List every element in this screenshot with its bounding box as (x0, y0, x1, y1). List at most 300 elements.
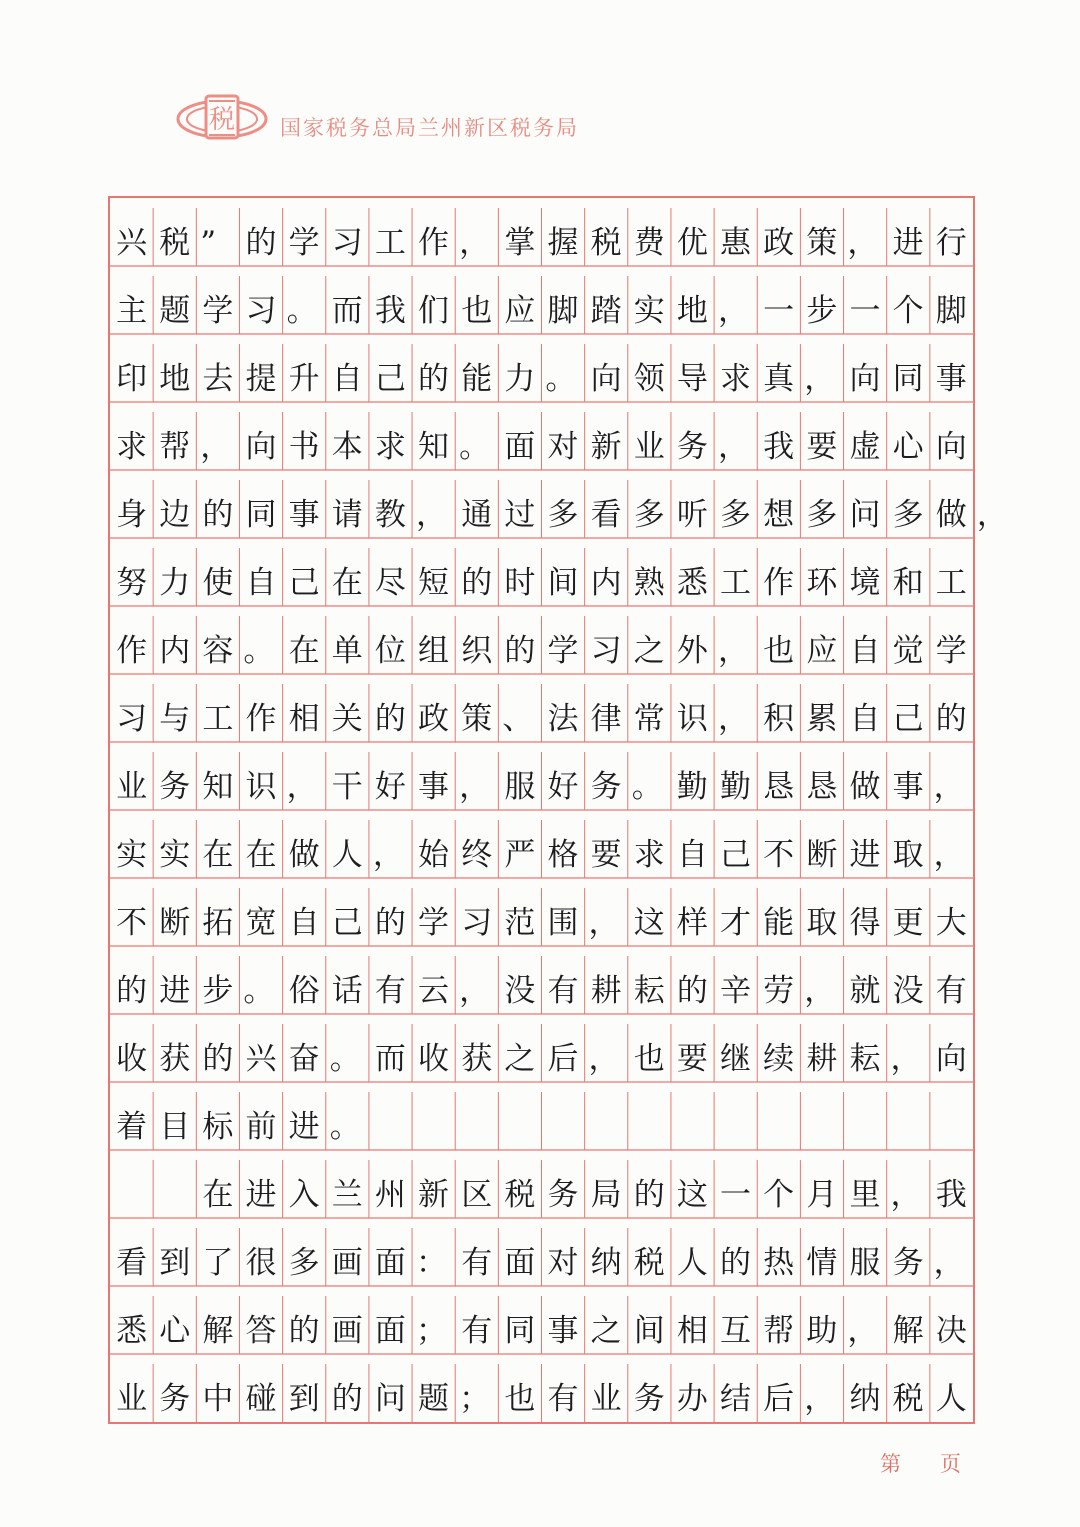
manuscript-character: 而 (374, 1041, 406, 1077)
manuscript-character: 业 (590, 1381, 622, 1417)
manuscript-character: 业 (116, 1381, 148, 1417)
manuscript-character: 云 (418, 973, 450, 1009)
manuscript-character: 的 (633, 1177, 665, 1213)
manuscript-character: 本 (331, 429, 363, 465)
manuscript-character: 地 (676, 293, 708, 329)
manuscript-character: 事 (547, 1313, 579, 1349)
manuscript-character: 对 (547, 429, 579, 465)
manuscript-character: 位 (374, 633, 406, 669)
manuscript-line (110, 266, 973, 334)
manuscript-character: 有 (935, 973, 967, 1009)
manuscript-character: 才 (720, 905, 752, 941)
manuscript-character: 碰 (245, 1381, 277, 1417)
manuscript-character: 知 (418, 429, 450, 465)
manuscript-character: 面 (504, 1245, 536, 1281)
manuscript-character: 解 (202, 1313, 234, 1349)
manuscript-character: 向 (245, 429, 277, 465)
manuscript-character: 自 (849, 633, 881, 669)
manuscript-character: 不 (763, 837, 795, 873)
manuscript-character: 兴 (116, 225, 148, 261)
manuscript-character: 过 (504, 497, 536, 533)
manuscript-character: 干 (331, 769, 363, 805)
manuscript-character: 己 (288, 565, 320, 601)
manuscript-character: 拓 (202, 905, 234, 941)
manuscript-character: ， (588, 905, 620, 941)
manuscript-character: 严 (504, 837, 536, 873)
manuscript-character: 应 (806, 633, 838, 669)
manuscript-character: 面 (374, 1245, 406, 1281)
manuscript-character: 人 (331, 837, 363, 873)
manuscript-character: 自 (245, 565, 277, 601)
manuscript-character: 脚 (935, 293, 967, 329)
manuscript-character: 新 (590, 429, 622, 465)
organization-name: 国家税务总局兰州新区税务局 (280, 116, 579, 140)
manuscript-character: 样 (676, 905, 708, 941)
manuscript-character: 多 (633, 497, 665, 533)
manuscript-character: 自 (676, 837, 708, 873)
manuscript-character: ， (804, 361, 836, 397)
manuscript-character: 到 (159, 1245, 191, 1281)
manuscript-character: 要 (806, 429, 838, 465)
manuscript-character: ， (459, 225, 491, 261)
manuscript-character: 勤 (720, 769, 752, 805)
manuscript-character: 新 (418, 1177, 450, 1213)
manuscript-character: 学 (288, 225, 320, 261)
manuscript-character: 应 (504, 293, 536, 329)
manuscript-character: 外 (676, 633, 708, 669)
manuscript-character: 后 (763, 1381, 795, 1417)
manuscript-character: 问 (849, 497, 881, 533)
manuscript-character: 宽 (245, 905, 277, 941)
manuscript-character: 画 (331, 1313, 363, 1349)
manuscript-character: 也 (461, 293, 493, 329)
manuscript-character: 了 (202, 1245, 234, 1281)
manuscript-character: 进 (849, 837, 881, 873)
manuscript-character: 的 (374, 701, 406, 737)
manuscript-character: 工 (720, 565, 752, 601)
manuscript-character: 没 (504, 973, 536, 1009)
manuscript-character: 耕 (590, 973, 622, 1009)
manuscript-character: ， (415, 497, 447, 533)
manuscript-character: 范 (504, 905, 536, 941)
manuscript-character: 升 (288, 361, 320, 397)
manuscript-line (110, 1150, 973, 1218)
manuscript-character: 请 (331, 497, 363, 533)
manuscript-character: 帮 (763, 1313, 795, 1349)
manuscript-character: 围 (547, 905, 579, 941)
page-label-prefix: 第 (880, 1452, 901, 1476)
manuscript-character: 作 (116, 633, 148, 669)
manuscript-line (110, 1354, 973, 1422)
manuscript-character: 学 (935, 633, 967, 669)
manuscript-character: 心 (159, 1313, 191, 1349)
manuscript-character: ， (588, 1041, 620, 1077)
manuscript-character: ， (933, 769, 965, 805)
manuscript-character: 求 (116, 429, 148, 465)
manuscript-character: 区 (461, 1177, 493, 1213)
manuscript-line (110, 742, 973, 810)
manuscript-character: 觉 (892, 633, 924, 669)
manuscript-character: 领 (633, 361, 665, 397)
manuscript-character: 作 (245, 701, 277, 737)
manuscript-character: ， (286, 769, 318, 805)
manuscript-character: 助 (806, 1313, 838, 1349)
manuscript-character: ： (415, 1245, 447, 1281)
manuscript-character: 尽 (374, 565, 406, 601)
manuscript-character: 税 (590, 225, 622, 261)
manuscript-character: 。 (329, 1109, 361, 1145)
manuscript-character: 作 (763, 565, 795, 601)
manuscript-character: 己 (892, 701, 924, 737)
manuscript-character: 己 (331, 905, 363, 941)
manuscript-character: 间 (547, 565, 579, 601)
manuscript-character: 。 (329, 1041, 361, 1077)
manuscript-character: 的 (202, 497, 234, 533)
manuscript-character: 之 (633, 633, 665, 669)
manuscript-character: 。 (243, 633, 275, 669)
manuscript-character: 没 (892, 973, 924, 1009)
manuscript-character: 耘 (633, 973, 665, 1009)
manuscript-line (110, 810, 973, 878)
manuscript-character: 继 (720, 1041, 752, 1077)
manuscript-character: 事 (892, 769, 924, 805)
manuscript-character: 始 (418, 837, 450, 873)
manuscript-character: 多 (892, 497, 924, 533)
manuscript-character: 多 (806, 497, 838, 533)
manuscript-character: ， (200, 429, 232, 465)
manuscript-character: 相 (288, 701, 320, 737)
manuscript-character: 里 (849, 1177, 881, 1213)
manuscript-character: 中 (202, 1381, 234, 1417)
manuscript-character: 。 (631, 769, 663, 805)
manuscript-character: 务 (633, 1381, 665, 1417)
manuscript-character: 入 (288, 1177, 320, 1213)
manuscript-character: 。 (243, 973, 275, 1009)
manuscript-character: 时 (504, 565, 536, 601)
manuscript-character: 就 (849, 973, 881, 1009)
manuscript-character: 大 (935, 905, 967, 941)
manuscript-character: 我 (763, 429, 795, 465)
manuscript-character: 优 (676, 225, 708, 261)
manuscript-character: 心 (892, 429, 924, 465)
manuscript-character: 俗 (288, 973, 320, 1009)
manuscript-character: ， (372, 837, 404, 873)
manuscript-line (110, 878, 973, 946)
manuscript-character: ； (459, 1381, 491, 1417)
manuscript-character: 画 (331, 1245, 363, 1281)
manuscript-character: 和 (892, 565, 924, 601)
manuscript-character: 的 (116, 973, 148, 1009)
manuscript-character: 在 (331, 565, 363, 601)
manuscript-character: 我 (935, 1177, 967, 1213)
manuscript-character: ， (459, 973, 491, 1009)
manuscript-character: 间 (633, 1313, 665, 1349)
manuscript-character: 掌 (504, 225, 536, 261)
manuscript-character: ； (415, 1313, 447, 1349)
manuscript-character: 。 (459, 429, 491, 465)
manuscript-character: 步 (806, 293, 838, 329)
manuscript-character: 政 (418, 701, 450, 737)
manuscript-character: 律 (590, 701, 622, 737)
manuscript-character: 导 (676, 361, 708, 397)
manuscript-line (110, 1286, 973, 1354)
manuscript-character: 脚 (547, 293, 579, 329)
manuscript-character: 务 (590, 769, 622, 805)
manuscript-character: 务 (159, 769, 191, 805)
manuscript-character: 在 (245, 837, 277, 873)
manuscript-character: 辛 (720, 973, 752, 1009)
manuscript-character: 识 (676, 701, 708, 737)
manuscript-character: ， (459, 769, 491, 805)
manuscript-character: 实 (116, 837, 148, 873)
manuscript-character: 互 (720, 1313, 752, 1349)
manuscript-character: 的 (720, 1245, 752, 1281)
manuscript-character: 奋 (288, 1041, 320, 1077)
tax-emblem-icon (176, 92, 268, 146)
manuscript-character: 组 (418, 633, 450, 669)
manuscript-line (110, 946, 973, 1014)
manuscript-line (110, 1082, 369, 1150)
manuscript-character: 好 (374, 769, 406, 805)
manuscript-character (110, 1150, 153, 1218)
manuscript-character: ， (976, 497, 1008, 533)
manuscript-character: 业 (116, 769, 148, 805)
manuscript-character: ， (933, 1245, 965, 1281)
manuscript-character: 人 (935, 1381, 967, 1417)
manuscript-character: 帮 (159, 429, 191, 465)
manuscript-character: 能 (461, 361, 493, 397)
manuscript-character: 着 (116, 1109, 148, 1145)
manuscript-character: 对 (547, 1245, 579, 1281)
manuscript-character: 获 (159, 1041, 191, 1077)
manuscript-character: 实 (159, 837, 191, 873)
manuscript-character: 能 (763, 905, 795, 941)
manuscript-character: 学 (202, 293, 234, 329)
manuscript-character: 多 (547, 497, 579, 533)
manuscript-character: 自 (288, 905, 320, 941)
manuscript-character: 而 (331, 293, 363, 329)
manuscript-character: 得 (849, 905, 881, 941)
manuscript-character: 题 (159, 293, 191, 329)
manuscript-character: 工 (935, 565, 967, 601)
manuscript-character: 印 (116, 361, 148, 397)
manuscript-character: 也 (633, 1041, 665, 1077)
manuscript-character: 断 (806, 837, 838, 873)
manuscript-character: 解 (892, 1313, 924, 1349)
manuscript-character: 税 (633, 1245, 665, 1281)
manuscript-character: 月 (806, 1177, 838, 1213)
manuscript-line (110, 470, 1016, 538)
manuscript-character: 做 (849, 769, 881, 805)
manuscript-character: 人 (676, 1245, 708, 1281)
manuscript-character: 。 (286, 293, 318, 329)
manuscript-character: 想 (763, 497, 795, 533)
manuscript-character: 在 (202, 1177, 234, 1213)
manuscript-character: 真 (763, 361, 795, 397)
manuscript-character: 也 (763, 633, 795, 669)
manuscript-character: 面 (374, 1313, 406, 1349)
manuscript-character: 的 (461, 565, 493, 601)
manuscript-character: 单 (331, 633, 363, 669)
manuscript-character: 去 (202, 361, 234, 397)
manuscript-character: ， (847, 225, 879, 261)
svg-text:税: 税 (208, 105, 236, 135)
manuscript-character: 法 (547, 701, 579, 737)
manuscript-character: 习 (590, 633, 622, 669)
manuscript-character: 局 (590, 1177, 622, 1213)
manuscript-character: 事 (935, 361, 967, 397)
manuscript-character: 答 (245, 1313, 277, 1349)
manuscript-character: ， (890, 1177, 922, 1213)
manuscript-character: 关 (331, 701, 363, 737)
manuscript-character: 虚 (849, 429, 881, 465)
manuscript-character: 求 (633, 837, 665, 873)
manuscript-character: 与 (159, 701, 191, 737)
manuscript-character: 兴 (245, 1041, 277, 1077)
manuscript-character: 同 (892, 361, 924, 397)
manuscript-character: 作 (418, 225, 450, 261)
manuscript-character: 习 (245, 293, 277, 329)
manuscript-character: 行 (935, 225, 967, 261)
manuscript-character: 累 (806, 701, 838, 737)
manuscript-character: 热 (763, 1245, 795, 1281)
manuscript-character: 恳 (763, 769, 795, 805)
manuscript-character: 通 (461, 497, 493, 533)
manuscript-character: 己 (720, 837, 752, 873)
manuscript-character: 务 (892, 1245, 924, 1281)
manuscript-character: 纳 (590, 1245, 622, 1281)
manuscript-character: 多 (288, 1245, 320, 1281)
manuscript-character: 事 (288, 497, 320, 533)
manuscript-character: 耘 (849, 1041, 881, 1077)
manuscript-character: 向 (935, 1041, 967, 1077)
manuscript-character: 有 (461, 1313, 493, 1349)
manuscript-character: 握 (547, 225, 579, 261)
manuscript-character: ， (890, 1041, 922, 1077)
manuscript-character: 终 (461, 837, 493, 873)
manuscript-character: 工 (202, 701, 234, 737)
manuscript-character: 习 (461, 905, 493, 941)
manuscript-character: 也 (504, 1381, 536, 1417)
manuscript-character: 的 (245, 225, 277, 261)
manuscript-character: 纳 (849, 1381, 881, 1417)
manuscript-character: 自 (849, 701, 881, 737)
manuscript-line (110, 538, 973, 606)
manuscript-character: 事 (418, 769, 450, 805)
manuscript-character: 进 (288, 1109, 320, 1145)
manuscript-character: 有 (461, 1245, 493, 1281)
manuscript-character: 向 (590, 361, 622, 397)
manuscript-character: 的 (504, 633, 536, 669)
manuscript-character: 个 (763, 1177, 795, 1213)
manuscript-character: ， (847, 1313, 879, 1349)
manuscript-character: 收 (418, 1041, 450, 1077)
manuscript-character: 结 (720, 1381, 752, 1417)
manuscript-character: 进 (892, 225, 924, 261)
manuscript-character: 内 (159, 633, 191, 669)
manuscript-character: 问 (374, 1381, 406, 1417)
manuscript-character: 的 (676, 973, 708, 1009)
manuscript-character: 务 (676, 429, 708, 465)
manuscript-character: 很 (245, 1245, 277, 1281)
manuscript-character: 取 (806, 905, 838, 941)
manuscript-line (110, 606, 973, 674)
manuscript-character: 。 (545, 361, 577, 397)
manuscript-character: 到 (288, 1381, 320, 1417)
manuscript-character: 有 (547, 1381, 579, 1417)
manuscript-character: 工 (374, 225, 406, 261)
manuscript-character: 断 (159, 905, 191, 941)
manuscript-character: 的 (935, 701, 967, 737)
manuscript-character: 在 (288, 633, 320, 669)
manuscript-character: 续 (763, 1041, 795, 1077)
manuscript-character: ” (200, 225, 217, 261)
manuscript-character: 努 (116, 565, 148, 601)
manuscript-character: 个 (892, 293, 924, 329)
manuscript-character: 要 (676, 1041, 708, 1077)
manuscript-character: 情 (806, 1245, 838, 1281)
manuscript-line (110, 1218, 973, 1286)
manuscript-character: 更 (892, 905, 924, 941)
manuscript-character: 自 (331, 361, 363, 397)
manuscript-character: 、 (502, 701, 534, 737)
manuscript-character: 常 (633, 701, 665, 737)
manuscript-character: 惠 (720, 225, 752, 261)
manuscript-character: 的 (202, 1041, 234, 1077)
manuscript-character: 后 (547, 1041, 579, 1077)
manuscript-line (110, 198, 973, 266)
manuscript-character: 向 (849, 361, 881, 397)
manuscript-character: 务 (547, 1177, 579, 1213)
manuscript-character: 的 (288, 1313, 320, 1349)
manuscript-character: 听 (676, 497, 708, 533)
manuscript-character: 一 (720, 1177, 752, 1213)
manuscript-character: 书 (288, 429, 320, 465)
manuscript-character: 决 (935, 1313, 967, 1349)
manuscript-character: 知 (202, 769, 234, 805)
manuscript-character: 题 (418, 1381, 450, 1417)
manuscript-character: 容 (202, 633, 234, 669)
manuscript-line (110, 402, 973, 470)
manuscript-character: 熟 (633, 565, 665, 601)
manuscript-character: 看 (116, 1245, 148, 1281)
manuscript-character: 收 (116, 1041, 148, 1077)
manuscript-character: 税 (159, 225, 191, 261)
manuscript-character: 这 (676, 1177, 708, 1213)
manuscript-grid (108, 196, 1008, 1424)
manuscript-character: 使 (202, 565, 234, 601)
manuscript-character: 学 (418, 905, 450, 941)
manuscript-character: 身 (116, 497, 148, 533)
manuscript-character: ， (717, 701, 749, 737)
manuscript-character: 悉 (116, 1313, 148, 1349)
manuscript-character: 获 (461, 1041, 493, 1077)
manuscript-character: 之 (590, 1313, 622, 1349)
manuscript-character: 踏 (590, 293, 622, 329)
manuscript-character: 的 (331, 1381, 363, 1417)
manuscript-character: 做 (935, 497, 967, 533)
manuscript-character: 己 (374, 361, 406, 397)
manuscript-character: 多 (720, 497, 752, 533)
manuscript-character: 力 (504, 361, 536, 397)
manuscript-character: 面 (504, 429, 536, 465)
manuscript-character: 一 (763, 293, 795, 329)
manuscript-character: 相 (676, 1313, 708, 1349)
manuscript-character: 费 (633, 225, 665, 261)
manuscript-character: 取 (892, 837, 924, 873)
manuscript-character: 有 (374, 973, 406, 1009)
manuscript-character: ， (804, 973, 836, 1009)
